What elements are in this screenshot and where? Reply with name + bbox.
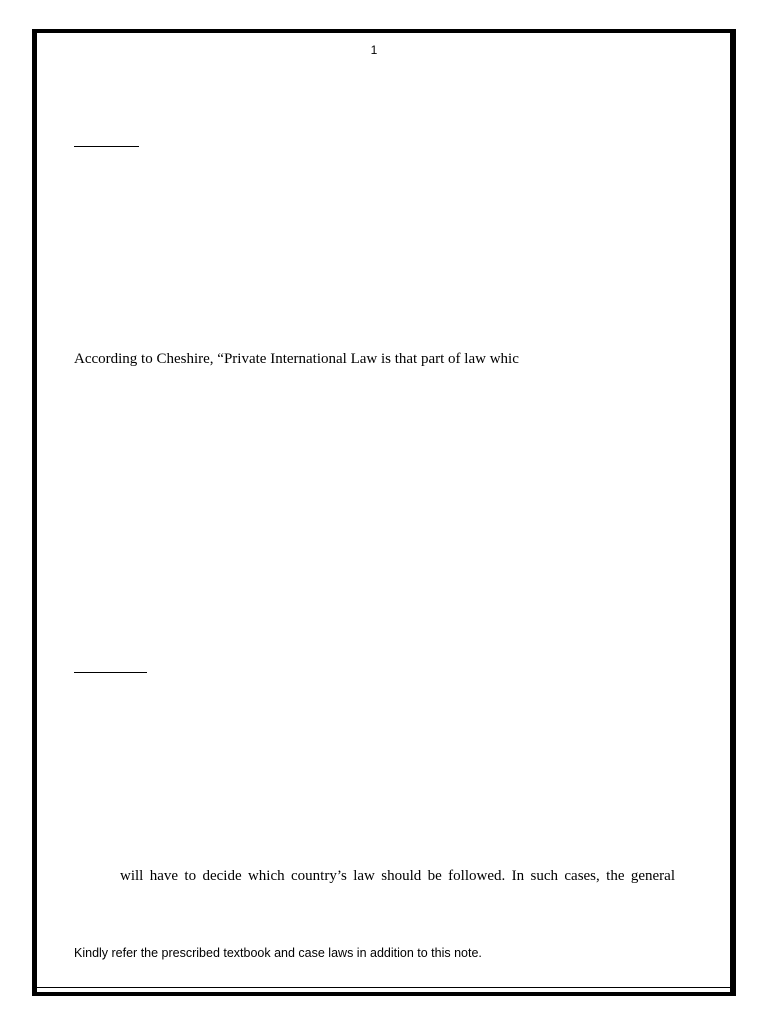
page-border-bottom-inner: [37, 987, 730, 988]
heading-underline-2: [74, 672, 147, 673]
page-border-left: [32, 29, 37, 996]
page-border-top: [32, 29, 736, 33]
page-border-bottom: [32, 992, 736, 996]
court-decision-line: will have to decide which country’s law should be followed. In such cases, the general: [120, 868, 675, 884]
page-number: 1: [370, 43, 378, 57]
cheshire-definition-line: According to Cheshire, “Private International Law is that part of law whic: [74, 351, 519, 367]
page-border-right: [730, 29, 736, 996]
heading-underline-1: [74, 146, 139, 147]
footer-note: Kindly refer the prescribed textbook and case laws in addition to this note.: [74, 946, 482, 960]
